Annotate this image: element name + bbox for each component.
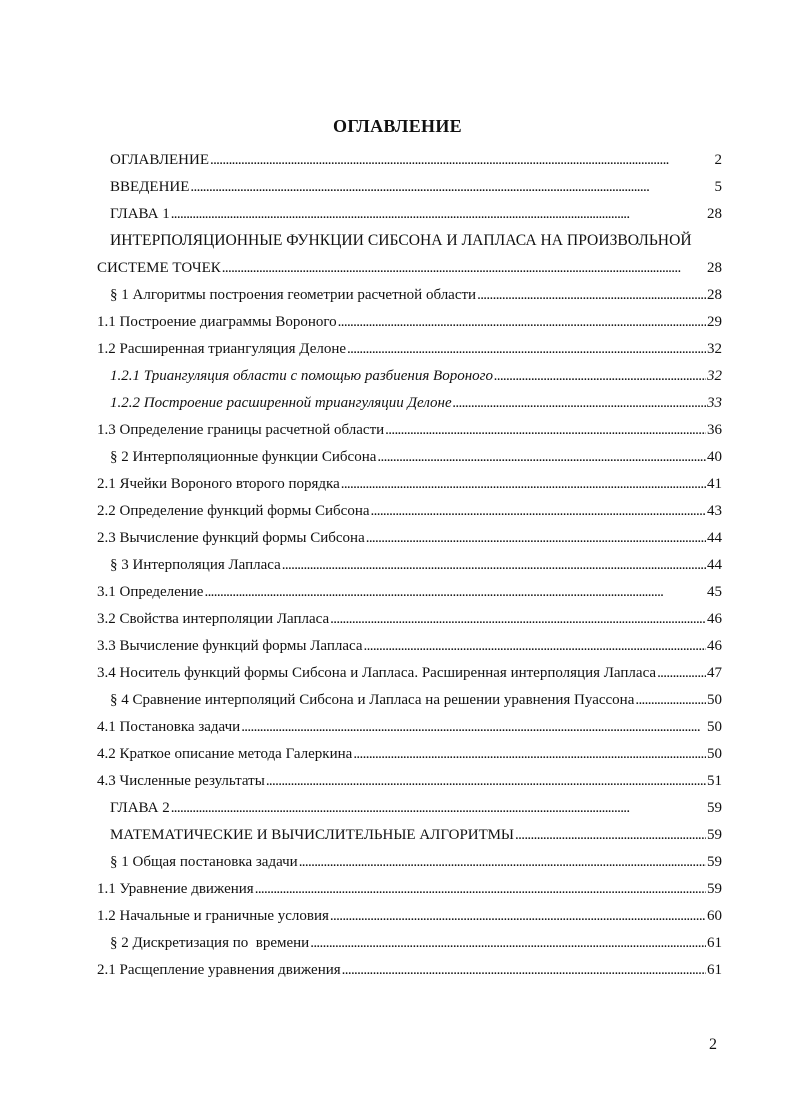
toc-entry-label: 3.4 Носитель функций формы Сибсона и Лапласа. Расширенная интерполяция Лапласа — [97, 665, 657, 681]
toc-entry[interactable] — [97, 580, 722, 604]
toc-entry-label: ГЛАВА 2 — [110, 800, 170, 816]
toc-entry-label: 1.3 Определение границы расчетной области — [97, 422, 385, 438]
toc-entry[interactable] — [97, 769, 722, 793]
toc-entry[interactable] — [110, 688, 722, 712]
toc-leader — [330, 607, 706, 631]
toc-leader — [353, 742, 706, 766]
toc-leader — [222, 256, 706, 280]
toc-entry[interactable] — [97, 715, 722, 739]
toc-entry-page: 32 — [707, 368, 722, 384]
toc-entry-page: 61 — [707, 935, 722, 951]
toc-entry-label: СИСТЕМЕ ТОЧЕК — [97, 260, 221, 276]
toc-leader — [210, 148, 707, 172]
toc-entry[interactable] — [97, 877, 722, 901]
page-title: ОГЛАВЛЕНИЕ — [333, 116, 462, 136]
toc-entry[interactable] — [97, 904, 722, 928]
toc-leader — [338, 310, 706, 334]
toc-leader — [190, 175, 707, 199]
toc-entry-page: 43 — [707, 503, 722, 519]
toc-entry[interactable] — [97, 256, 722, 280]
toc-entry-label: ИНТЕРПОЛЯЦИОННЫЕ ФУНКЦИИ СИБСОНА И ЛАПЛАСА НА ПРОИЗВОЛЬНОЙ — [110, 232, 692, 249]
toc-leader — [494, 364, 706, 388]
toc-entry[interactable] — [97, 418, 722, 442]
toc-entry[interactable] — [97, 742, 722, 766]
toc-entry[interactable] — [110, 391, 722, 415]
toc-leader — [330, 904, 706, 928]
toc-leader — [477, 283, 706, 307]
toc-entry-label: ОГЛАВЛЕНИЕ — [110, 152, 209, 168]
toc-entry-page: 44 — [707, 557, 722, 573]
toc-leader — [171, 796, 706, 820]
toc-leader — [171, 202, 706, 226]
toc-entry-page: 51 — [707, 773, 722, 789]
toc-entry-label: ГЛАВА 1 — [110, 206, 170, 222]
toc-leader — [385, 418, 706, 442]
toc-entry-page: 60 — [707, 908, 722, 924]
toc-entry-page: 50 — [707, 746, 722, 762]
toc-entry[interactable] — [97, 958, 722, 982]
toc-entry[interactable] — [110, 796, 722, 820]
toc-entry[interactable] — [110, 364, 722, 388]
toc-leader — [266, 769, 706, 793]
toc-entry-label: § 3 Интерполяция Лапласа — [110, 557, 281, 573]
toc-entry[interactable] — [97, 337, 722, 361]
toc-entry-label: 1.2 Расширенная триангуляция Делоне — [97, 341, 347, 357]
toc-entry[interactable] — [110, 850, 722, 874]
toc-entry-page: 40 — [707, 449, 722, 465]
toc-entry-page: 44 — [707, 530, 722, 546]
toc-entry-label: 4.3 Численные результаты — [97, 773, 265, 789]
toc-entry[interactable] — [97, 607, 722, 631]
toc-entry-page: 32 — [707, 341, 722, 357]
toc-entry-page: 59 — [707, 881, 722, 897]
toc-entry-page: 59 — [707, 854, 722, 870]
toc-entry-label: 2.1 Ячейки Вороного второго порядка — [97, 476, 340, 492]
toc-leader — [241, 715, 706, 739]
toc-leader — [347, 337, 706, 361]
toc-entry[interactable] — [110, 202, 722, 226]
toc-entry[interactable] — [110, 931, 722, 955]
toc-entry-label: 2.2 Определение функций формы Сибсона — [97, 503, 370, 519]
toc-entry-label: 3.3 Вычисление функций формы Лапласа — [97, 638, 363, 654]
toc-entry-label: § 1 Алгоритмы построения геометрии расчетной области — [110, 287, 477, 303]
toc-entry-page: 29 — [707, 314, 722, 330]
toc-entry-label: § 4 Сравнение интерполяций Сибсона и Лапласа на решении уравнения Пуассона — [110, 692, 635, 708]
toc-leader — [341, 472, 706, 496]
toc-leader — [366, 526, 706, 550]
toc-leader — [255, 877, 706, 901]
toc-leader — [342, 958, 706, 982]
toc-entry-label: 3.1 Определение — [97, 584, 204, 600]
toc-entry-page: 28 — [707, 287, 722, 303]
toc-leader — [657, 661, 706, 685]
toc-leader — [515, 823, 706, 847]
toc-entry-label: 2.1 Расщепление уравнения движения — [97, 962, 341, 978]
toc-entry-page: 46 — [707, 611, 722, 627]
toc-entry-page: 28 — [707, 206, 722, 222]
toc-entry-label: § 1 Общая постановка задачи — [110, 854, 298, 870]
toc-entry[interactable] — [97, 526, 722, 550]
toc-entry[interactable] — [97, 661, 722, 685]
toc-leader — [453, 391, 706, 415]
toc-entry[interactable] — [110, 148, 722, 172]
toc-entry-label: 4.2 Краткое описание метода Галеркина — [97, 746, 353, 762]
toc-leader — [310, 931, 706, 955]
toc-entry-page: 45 — [707, 584, 722, 600]
toc-entry-page: 36 — [707, 422, 722, 438]
toc-entry[interactable] — [110, 445, 722, 469]
toc-entry-label: 1.2.1 Триангуляция области с помощью разбиения Вороного — [110, 368, 493, 384]
toc-entry-label: ВВЕДЕНИЕ — [110, 179, 190, 195]
toc-entry-page: 5 — [714, 179, 722, 195]
toc-leader — [204, 580, 706, 604]
toc-entry-page: 2 — [714, 152, 722, 168]
toc-entry-label: 1.2 Начальные и граничные условия — [97, 908, 329, 924]
toc-entry[interactable] — [110, 175, 722, 199]
toc-leader — [282, 553, 706, 577]
toc-entry-page: 59 — [707, 800, 722, 816]
toc-entry-page: 28 — [707, 260, 722, 276]
toc-entry[interactable] — [97, 472, 722, 496]
toc-entry-label: 1.1 Уравнение движения — [97, 881, 254, 897]
toc-entry-label: МАТЕМАТИЧЕСКИЕ И ВЫЧИСЛИТЕЛЬНЫЕ АЛГОРИТМЫ — [110, 827, 515, 843]
toc-entry-label: 1.2.2 Построение расширенной триангуляции Делоне — [110, 395, 452, 411]
toc-entry[interactable] — [110, 553, 722, 577]
toc-leader — [377, 445, 706, 469]
toc-leader — [635, 688, 706, 712]
toc-entry-label: 3.2 Свойства интерполяции Лапласа — [97, 611, 330, 627]
toc-entry[interactable] — [110, 823, 722, 847]
toc-entry-label: 4.1 Постановка задачи — [97, 719, 241, 735]
toc-entry-page: 41 — [707, 476, 722, 492]
toc-entry[interactable] — [97, 634, 722, 658]
toc-entry[interactable] — [110, 283, 722, 307]
toc-leader — [364, 634, 706, 658]
toc-entry-page: 50 — [707, 719, 722, 735]
toc-entry-page: 50 — [707, 692, 722, 708]
page-number: 2 — [709, 1036, 717, 1053]
toc-entry-page: 61 — [707, 962, 722, 978]
toc-entry-label: § 2 Интерполяционные функции Сибсона — [110, 449, 377, 465]
toc-entry-page: 46 — [707, 638, 722, 654]
toc-leader — [299, 850, 706, 874]
toc-entry[interactable] — [97, 310, 722, 334]
toc-entry-label: § 2 Дискретизация по времени — [110, 935, 310, 951]
toc-entry-label: 2.3 Вычисление функций формы Сибсона — [97, 530, 365, 546]
toc-leader — [371, 499, 706, 523]
toc-entry-label: 1.1 Построение диаграммы Вороного — [97, 314, 337, 330]
toc-entry-page: 59 — [707, 827, 722, 843]
toc-entry-page: 33 — [707, 395, 722, 411]
toc-entry-page: 47 — [707, 665, 722, 681]
toc-entry[interactable] — [97, 499, 722, 523]
